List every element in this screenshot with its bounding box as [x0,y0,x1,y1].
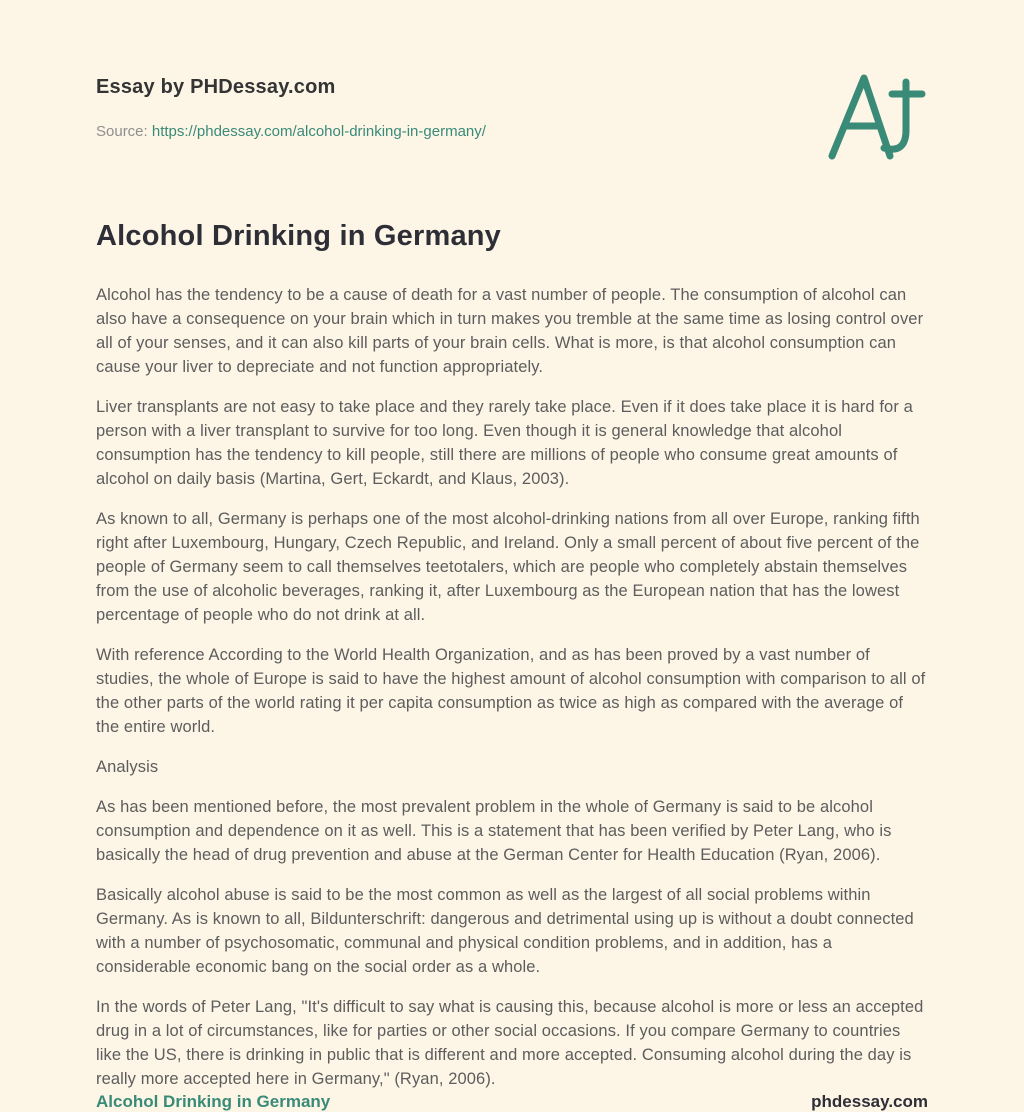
paragraph: In the words of Peter Lang, "It's difficult to say what is causing this, because alcohol is more or less an accepted drug in a lot of circumstances, like for parties or other social occasions. If you compare Germany to countries like the US, there is drinking in public that is different and more accepted. Consuming alcohol during the day is really more accepted here in Germany," (Ryan, 2006). [96,998,924,1088]
paragraph: Alcohol has the tendency to be a cause of death for a vast number of people. The consumption of alcohol can also have a consequence on your brain which in turn makes you tremble at the same time as losing control over all of your senses, and it can also kill parts of your brain cells. What is more, is that alcohol consumption can cause your liver to depreciate and not function appropriately. [96,286,924,376]
source-line [96,123,928,140]
source-label: Source: [96,123,148,140]
footer-essay-title: Alcohol Drinking in Germany [96,1092,331,1111]
analysis-heading: Analysis [96,758,159,776]
source-url-link[interactable]: https://phdessay.com/alcohol-drinking-in-germany/ [151,123,486,140]
essay-body [96,283,928,1091]
page-header [96,0,928,140]
paragraph: Basically alcohol abuse is said to be the most common as well as the largest of all social problems within Germany. As is known to all, Bildunterschrift: dangerous and detrimental using up is without a doubt connected with a number of psychosomatic, communal and physical condition problems, and in addition, has a considerable economic bang on the social order as a whole. [96,886,914,976]
paragraph: As has been mentioned before, the most prevalent problem in the whole of Germany is said to be alcohol consumption and dependence on it as well. This is a statement that has been verified by Peter Lang, who is basically the head of drug prevention and abuse at the German Center for Health Education (Ryan, 2006). [96,798,892,864]
paragraph: Liver transplants are not easy to take place and they rarely take place. Even if it does take place it is hard for a person with a liver transplant to survive for too long. Even though it is general knowledge that alcohol consumption has the tendency to kill people, still there are millions of people who consume great amounts of alcohol on daily basis (Martina, Gert, Eckardt, and Klaus, 2003). [96,398,913,488]
phdessay-logo-icon [820,68,928,162]
paragraph: With reference According to the World Health Organization, and as has been proved by a vast number of studies, the whole of Europe is said to have the highest amount of alcohol consumption with comparison to all of the other parts of the world rating it per capita consumption as twice as high as compared with the average of the entire world. [96,646,926,736]
page-footer [96,1092,928,1112]
paragraph: As known to all, Germany is perhaps one of the most alcohol-drinking nations from all over Europe, ranking fifth right after Luxembourg, Hungary, Czech Republic, and Ireland. Only a small percent of about five percent of the people of Germany seem to call themselves teetotalers, which are people who completely abstain themselves from the use of alcoholic beverages, ranking it, after Luxembourg as the European nation that has the lowest percentage of people who do not drink at all. [96,510,920,624]
page-title: Alcohol Drinking in Germany [96,220,502,252]
footer-site-name: phdessay.com [811,1092,928,1111]
essay-byline: Essay by PHDessay.com [96,76,336,98]
